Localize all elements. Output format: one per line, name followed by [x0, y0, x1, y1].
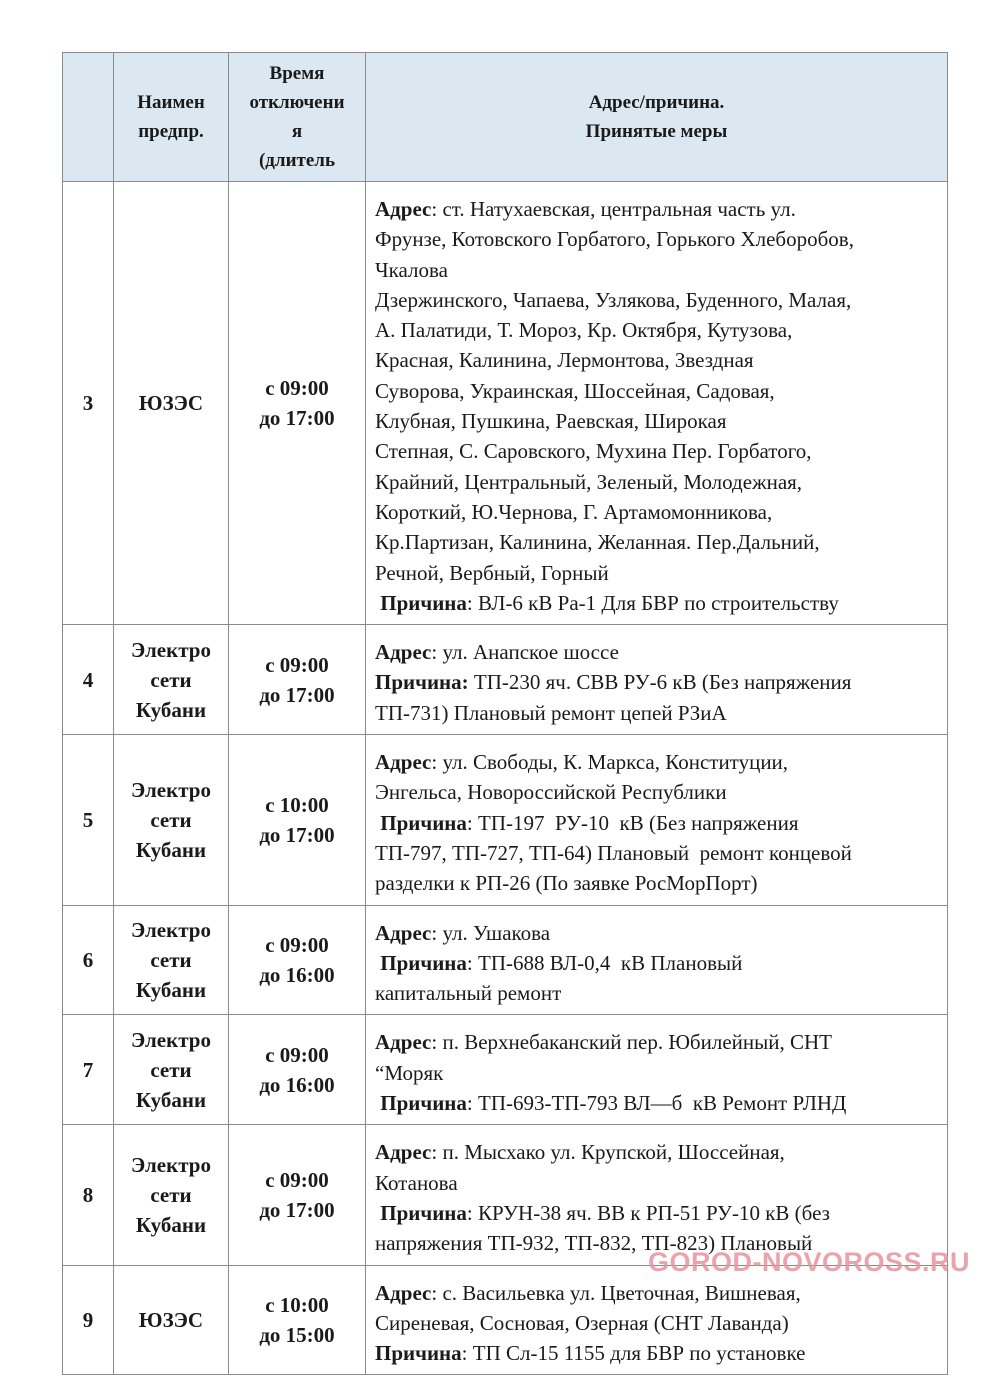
outage-time — [229, 1265, 366, 1375]
text-line: сети — [150, 1057, 192, 1082]
table-row — [63, 625, 948, 735]
cause-text: : ВЛ-6 кВ Ра-1 Для БВР по строительству — [466, 590, 839, 615]
cause-text: капитальный ремонт — [375, 981, 562, 1006]
address-text: Котанова — [375, 1170, 458, 1195]
text-line: Электро — [131, 917, 211, 942]
address-text: А. Палатиди, Т. Мороз, Кр. Октября, Кутузова, — [375, 318, 793, 343]
cause-line — [375, 1198, 939, 1228]
address-text: Дзержинского, Чапаева, Узлякова, Буденного, Малая, — [375, 287, 852, 312]
header-time — [229, 53, 366, 182]
text-line: Наимен — [137, 92, 205, 113]
text-line: я — [291, 121, 303, 142]
text-line: Электро — [131, 777, 211, 802]
organization — [114, 1125, 229, 1265]
row-number: 4 — [63, 625, 114, 735]
address-line — [375, 1308, 939, 1338]
text-line: Время — [269, 63, 325, 84]
cause-line — [375, 1338, 939, 1368]
text-line: с 10:00 — [265, 792, 329, 817]
text-line: предпр. — [138, 121, 204, 142]
cause-text: : ТП-688 ВЛ-0,4 кВ Плановый — [466, 950, 743, 975]
address-label: Адрес — [375, 197, 432, 221]
table-row — [63, 735, 948, 905]
text-line: до 16:00 — [259, 1072, 335, 1097]
address-line — [375, 918, 939, 948]
text-line: сети — [150, 947, 192, 972]
cause-text: : ТП-693-ТП-793 ВЛ—б кВ Ремонт РЛНД — [466, 1091, 847, 1116]
text-line: сети — [150, 667, 192, 692]
address-line — [375, 747, 939, 777]
table-row — [63, 182, 948, 625]
text-line: до 16:00 — [259, 962, 335, 987]
header-org — [114, 53, 229, 182]
address-label: Адрес — [375, 640, 432, 665]
row-number: 8 — [63, 1125, 114, 1265]
cause-line — [375, 1088, 939, 1118]
organization — [114, 182, 229, 625]
outage-time — [229, 1015, 366, 1125]
text-line: с 09:00 — [265, 932, 329, 957]
cause-line — [375, 868, 939, 898]
cause-line — [375, 978, 939, 1008]
address-label: Адрес — [375, 920, 432, 945]
text-line: (длитель — [258, 150, 336, 171]
address-text: Короткий, Ю.Чернова, Г. Артамомонникова, — [375, 499, 773, 524]
cause-label: Причина — [375, 1200, 467, 1225]
row-number: 3 — [63, 182, 114, 625]
address-line — [375, 527, 939, 557]
text-line: до 17:00 — [259, 1197, 335, 1222]
address-line — [375, 194, 939, 224]
address-line — [375, 467, 939, 497]
address-label: Адрес — [375, 750, 432, 775]
address-line — [375, 315, 939, 345]
address-text: Речной, Вербный, Горный — [375, 560, 609, 585]
text-line: сети — [150, 1182, 192, 1207]
text-line: до 15:00 — [259, 1322, 335, 1347]
row-number: 5 — [63, 735, 114, 905]
address-label: Адрес — [375, 1280, 432, 1305]
table-row — [63, 1015, 948, 1125]
cause-line — [375, 948, 939, 978]
cause-text: : ТП-197 РУ-10 кВ (Без напряжения — [466, 810, 799, 835]
text-line: Принятые меры — [585, 121, 728, 142]
cause-line — [375, 808, 939, 838]
address-line — [375, 497, 939, 527]
address-text: Сиреневая, Сосновая, Озерная (СНТ Лаванда) — [375, 1310, 789, 1335]
organization — [114, 905, 229, 1015]
text-line: Электро — [131, 1152, 211, 1177]
address-line — [375, 637, 939, 667]
address-label: Адрес — [375, 1030, 432, 1055]
outage-time — [229, 735, 366, 905]
cause-label: Причина — [375, 590, 467, 615]
cause-line — [375, 667, 939, 697]
address-text: Чкалова — [375, 257, 448, 282]
text-line: ЮЗЭС — [138, 1307, 204, 1332]
address-label: Адрес — [375, 1140, 432, 1165]
outage-time — [229, 625, 366, 735]
text-line: Электро — [131, 637, 211, 662]
address-text: : ул. Анапское шоссе — [431, 640, 619, 665]
address-text: Суворова, Украинская, Шоссейная, Садовая, — [375, 378, 775, 403]
address-text: Крайний, Центральный, Зеленый, Молодежная, — [375, 469, 803, 494]
address-line — [375, 406, 939, 436]
organization — [114, 625, 229, 735]
text-line: ЮЗЭС — [138, 391, 204, 416]
address-cause — [366, 905, 948, 1015]
address-text: Красная, Калинина, Лермонтова, Звездная — [375, 348, 754, 373]
address-line — [375, 777, 939, 807]
text-line: с 09:00 — [265, 376, 329, 401]
cause-label: Причина — [375, 810, 467, 835]
address-text: : ст. Натухаевская, центральная часть ул. — [431, 197, 796, 221]
address-text: : п. Мысхако ул. Крупской, Шоссейная, — [431, 1140, 785, 1165]
cause-line — [375, 838, 939, 868]
cause-line — [375, 588, 939, 618]
text-line: Электро — [131, 1027, 211, 1052]
address-cause — [366, 1125, 948, 1265]
table-row — [63, 905, 948, 1015]
row-number: 6 — [63, 905, 114, 1015]
address-line — [375, 224, 939, 254]
address-text: Кр.Партизан, Калинина, Желанная. Пер.Дальний, — [375, 530, 820, 555]
text-line: с 10:00 — [265, 1292, 329, 1317]
table-header — [63, 53, 948, 182]
table-row — [63, 1125, 948, 1265]
address-text: Степная, С. Саровского, Мухина Пер. Горбатого, — [375, 439, 812, 464]
text-line: до 17:00 — [259, 822, 335, 847]
text-line: до 17:00 — [259, 406, 335, 431]
watermark: GOROD-NOVOROSS.RU — [648, 1247, 971, 1277]
cause-label: Причина: — [375, 670, 469, 695]
address-text: : ул. Свободы, К. Маркса, Конституции, — [431, 750, 789, 775]
organization — [114, 735, 229, 905]
address-line — [375, 255, 939, 285]
address-cause — [366, 1015, 948, 1125]
address-text: Энгельса, Новороссийской Республики — [375, 780, 727, 805]
address-text: : с. Васильевка ул. Цветочная, Вишневая, — [431, 1280, 801, 1305]
text-line: Адрес/причина. — [588, 92, 725, 113]
cause-text: : КРУН-38 яч. ВВ к РП-51 РУ-10 кВ (без — [466, 1200, 830, 1225]
cause-text: напряжения ТП-932, ТП-832, ТП-823) Плановый — [375, 1231, 813, 1256]
address-text: Фрунзе, Котовского Горбатого, Горького Хлеборобов, — [375, 227, 854, 252]
address-line — [375, 345, 939, 375]
text-line: сети — [150, 807, 192, 832]
header-address — [366, 53, 948, 182]
address-text: “Моряк — [375, 1060, 444, 1085]
cause-label: Причина — [375, 950, 467, 975]
address-line — [375, 1027, 939, 1057]
text-line: с 09:00 — [265, 1042, 329, 1067]
address-text: Клубная, Пушкина, Раевская, Широкая — [375, 409, 727, 434]
organization — [114, 1265, 229, 1375]
text-line: Кубани — [135, 977, 207, 1002]
text-line: Кубани — [135, 1087, 207, 1112]
cause-label: Причина — [375, 1341, 462, 1366]
text-line: с 09:00 — [265, 1167, 329, 1192]
text-line: отключени — [249, 92, 345, 113]
text-line: с 09:00 — [265, 652, 329, 677]
address-line — [375, 1058, 939, 1088]
cause-label: Причина — [375, 1091, 467, 1116]
address-text: : п. Верхнебаканский пер. Юбилейный, СНТ — [431, 1030, 832, 1055]
row-number: 9 — [63, 1265, 114, 1375]
outage-table — [62, 52, 948, 1375]
cause-text: ТП-797, ТП-727, ТП-64) Плановый ремонт концевой — [375, 840, 852, 865]
address-line — [375, 558, 939, 588]
organization — [114, 1015, 229, 1125]
address-text: : ул. Ушакова — [431, 920, 551, 945]
address-line — [375, 436, 939, 466]
cause-line — [375, 698, 939, 728]
row-number: 7 — [63, 1015, 114, 1125]
header-num — [63, 53, 114, 182]
outage-time — [229, 1125, 366, 1265]
cause-text: ТП-230 яч. СВВ РУ-6 кВ (Без напряжения — [468, 670, 852, 695]
table-row — [63, 1265, 948, 1375]
text-line: Кубани — [135, 697, 207, 722]
address-line — [375, 1278, 939, 1308]
text-line: Кубани — [135, 1212, 207, 1237]
address-line — [375, 1168, 939, 1198]
cause-text: ТП-731) Плановый ремонт цепей РЗиА — [375, 700, 727, 725]
outage-time — [229, 182, 366, 625]
address-cause — [366, 625, 948, 735]
address-line — [375, 376, 939, 406]
address-line — [375, 1137, 939, 1167]
address-cause — [366, 1265, 948, 1375]
address-line — [375, 285, 939, 315]
text-line: до 17:00 — [259, 682, 335, 707]
outage-time — [229, 905, 366, 1015]
address-cause — [366, 182, 948, 625]
address-cause — [366, 735, 948, 905]
cause-text: : ТП Сл-15 1155 для БВР по установке — [461, 1341, 806, 1366]
cause-text: разделки к РП-26 (По заявке РосМорПорт) — [375, 871, 758, 896]
text-line: Кубани — [135, 837, 207, 862]
